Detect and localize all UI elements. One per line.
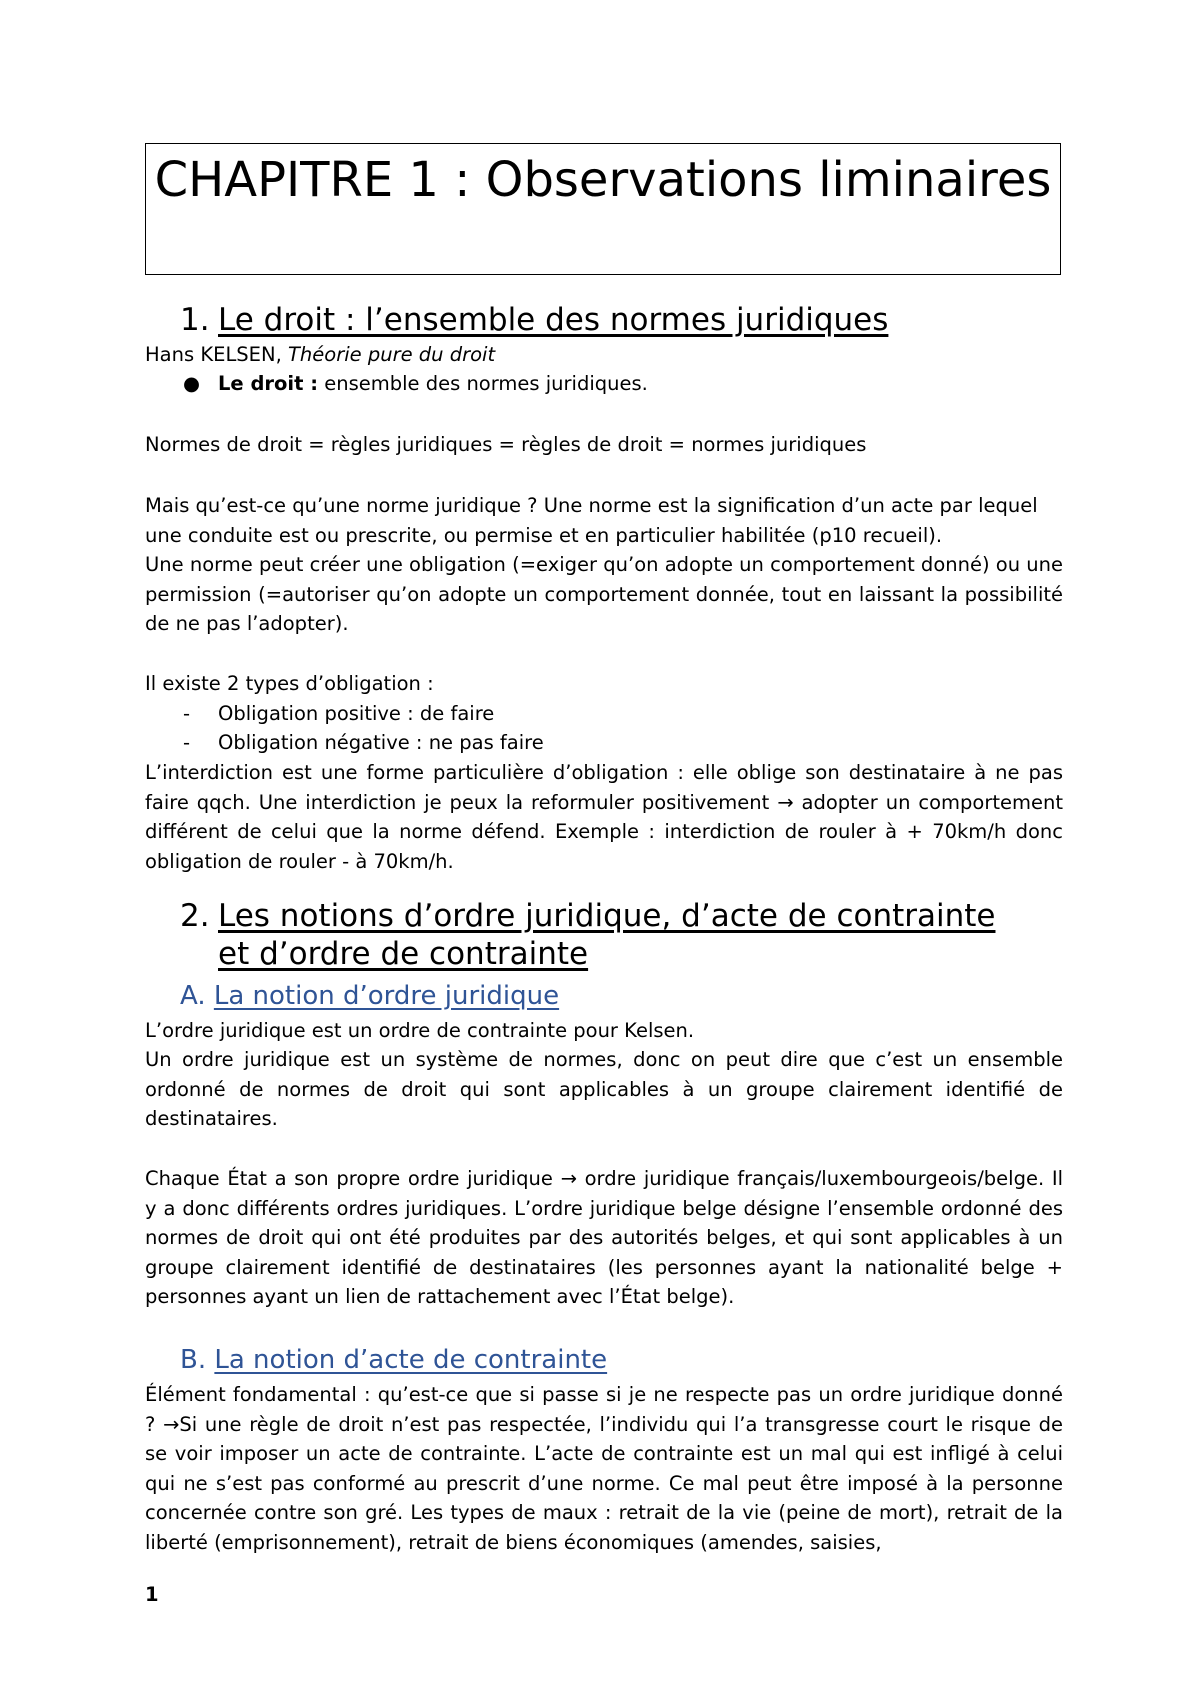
- bullet-dot-icon: ●: [183, 372, 201, 395]
- section-2-title-line1: Les notions d’ordre juridique, d’acte de contrainte: [218, 898, 996, 934]
- kelsen-order-line: L’ordre juridique est un ordre de contrainte pour Kelsen.: [145, 1019, 695, 1042]
- norms-equation: Normes de droit = règles juridiques = règles de droit = normes juridiques: [145, 433, 867, 456]
- legal-order-paragraph: Un ordre juridique est un système de normes, donc on peut dire que c’est un ensemble ordonné de normes de droit qui sont applicables à un groupe clairement identifié de destinataires.: [145, 1048, 1063, 1130]
- section-2-heading: [180, 898, 995, 935]
- author-name: Hans KELSEN,: [145, 343, 282, 366]
- section-2-title-line2: et d’ordre de contrainte: [218, 936, 589, 972]
- chapter-title: CHAPITRE 1 : Observations liminaires: [154, 152, 1052, 208]
- section-1-title: Le droit : l’ensemble des normes juridiques: [218, 302, 889, 338]
- work-title: Théorie pure du droit: [288, 343, 496, 366]
- obligation-types-intro: Il existe 2 types d’obligation :: [145, 672, 434, 695]
- definition-bullet: [218, 369, 648, 399]
- chapter-title-box: [145, 143, 1061, 275]
- obligation-paragraph: Une norme peut créer une obligation (=exiger qu’on adopte un comportement donné) ou une permission (=autoriser qu’on adopte un comportement donnée, tout en laissant la possibilité de ne pas l’adopter).: [145, 553, 1063, 635]
- obligation-type-negative: Obligation négative : ne pas faire: [218, 731, 544, 754]
- dash-icon: -: [183, 731, 191, 754]
- subsection-b-letter: B.: [180, 1345, 207, 1375]
- section-1-heading: [180, 302, 888, 339]
- section-2-heading-line2: [218, 936, 588, 973]
- subsection-a-title: La notion d’ordre juridique: [213, 981, 560, 1011]
- subsection-b-heading: [180, 1344, 607, 1376]
- subsection-b-title: La notion d’acte de contrainte: [214, 1345, 608, 1375]
- obligation-type-positive: Obligation positive : de faire: [218, 702, 495, 725]
- section-2-number: 2.: [180, 898, 210, 934]
- author-line: [145, 340, 495, 370]
- interdiction-paragraph: L’interdiction est une forme particulière d’obligation : elle oblige son destinataire à ne pas faire qqch. Une interdiction je peux la reformuler positivement → adopter un comportement différent de celui que la norme défend. Exemple : interdiction de rouler à + 70km/h donc obligation de rouler - à 70km/h.: [145, 761, 1063, 873]
- state-order-paragraph: Chaque État a son propre ordre juridique → ordre juridique français/luxembourgeois/belge. Il y a donc différents ordres juridiques. L’ordre juridique belge désigne l’ensemble ordonné des normes de droit qui ont été produites par des autorités belges, et qui sont applicables à un groupe clairement identifié de destinataires (les personnes ayant la nationalité belge + personnes ayant un lien de rattachement avec l’État belge).: [145, 1167, 1063, 1308]
- definition-text: ensemble des normes juridiques.: [324, 372, 648, 395]
- subsection-a-heading: [180, 980, 559, 1012]
- subsection-a-letter: A.: [180, 981, 206, 1011]
- definition-term: Le droit :: [218, 372, 319, 395]
- page-number: 1: [145, 1583, 159, 1606]
- section-1-number: 1.: [180, 302, 210, 338]
- constraint-act-paragraph: Élément fondamental : qu’est-ce que si passe si je ne respecte pas un ordre juridique donné ? →Si une règle de droit n’est pas respectée, l’individu qui l’a transgresse court le risque de se voir imposer un acte de contrainte. L’acte de contrainte est un mal qui est infligé à celui qui ne s’est pas conformé au prescrit d’une norme. Ce mal peut être imposé à la personne concernée contre son gré. Les types de maux : retrait de la vie (peine de mort), retrait de la liberté (emprisonnement), retrait de biens économiques (amendes, saisies,: [145, 1383, 1063, 1554]
- dash-icon: -: [183, 702, 191, 725]
- norm-definition-paragraph: Mais qu’est-ce qu’une norme juridique ? Une norme est la signification d’un acte par lequel une conduite est ou prescrite, ou permise et en particulier habilitée (p10 recueil).: [145, 494, 1038, 547]
